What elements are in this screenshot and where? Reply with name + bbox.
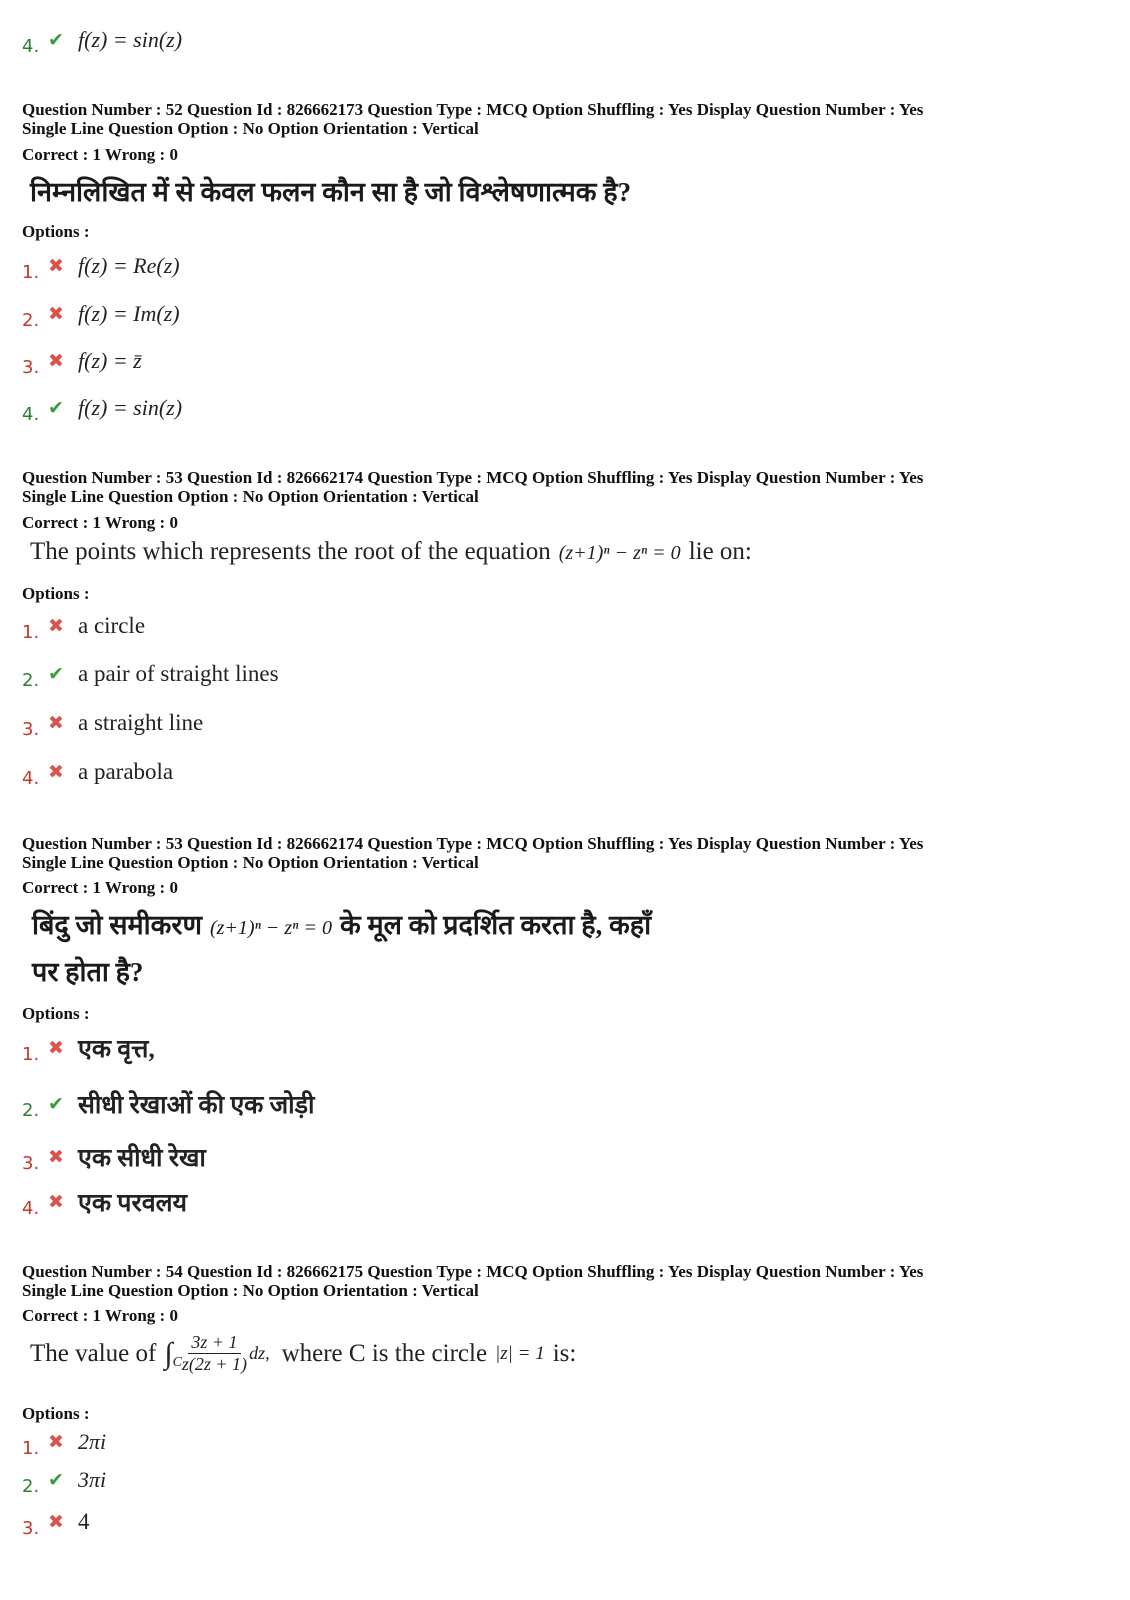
meta-line-1: Question Number : 53 Question Id : 826662174 Question Type : MCQ Option Shuffling : Yes Display Question Number : Yes bbox=[22, 834, 924, 853]
meta-line-1: Question Number : 54 Question Id : 826662175 Question Type : MCQ Option Shuffling : Yes Display Question Number : Yes bbox=[22, 1262, 924, 1281]
meta-line-1: Question Number : 53 Question Id : 826662174 Question Type : MCQ Option Shuffling : Yes Display Question Number : Yes bbox=[22, 468, 924, 487]
meta-line-2: Single Line Question Option : No Option Orientation : Vertical bbox=[22, 119, 479, 138]
option-text: f(z) = sin(z) bbox=[78, 26, 183, 52]
wrong-cross-icon: ✖ bbox=[48, 1145, 64, 1168]
option-row bbox=[22, 1424, 106, 1459]
option-number: 1. bbox=[22, 1438, 40, 1459]
option-row bbox=[22, 608, 145, 643]
option-row bbox=[22, 1184, 187, 1219]
option-text: एक वृत्त, bbox=[78, 1035, 155, 1063]
integral-subscript: C bbox=[172, 1354, 182, 1370]
option-row bbox=[22, 1086, 315, 1121]
score-line: Correct : 1 Wrong : 0 bbox=[22, 513, 178, 532]
option-number: 1. bbox=[22, 622, 40, 643]
option-row bbox=[22, 705, 203, 740]
wrong-cross-icon: ✖ bbox=[48, 349, 64, 372]
wrong-cross-icon: ✖ bbox=[48, 1036, 64, 1059]
fraction bbox=[182, 1332, 247, 1375]
option-number: 2. bbox=[22, 310, 40, 331]
option-row bbox=[22, 1504, 90, 1539]
option-number: 2. bbox=[22, 670, 40, 691]
question-text-line-2: पर होता है? bbox=[32, 957, 144, 987]
question-meta bbox=[22, 468, 923, 506]
meta-line-1: Question Number : 52 Question Id : 826662173 Question Type : MCQ Option Shuffling : Yes Display Question Number : Yes bbox=[22, 100, 924, 119]
question-text-part: बिंदु जो समीकरण bbox=[32, 910, 202, 940]
wrong-cross-icon: ✖ bbox=[48, 711, 64, 734]
option-text: a circle bbox=[78, 612, 146, 638]
option-row bbox=[22, 656, 279, 691]
correct-check-icon: ✔ bbox=[48, 1468, 64, 1491]
option-number: 3. bbox=[22, 357, 40, 378]
option-number: 4. bbox=[22, 768, 40, 789]
option-number: 3. bbox=[22, 719, 40, 740]
question-text-part: The points which represents the root of the equation bbox=[30, 538, 551, 565]
option-text: 4 bbox=[78, 1508, 90, 1534]
integral-expression bbox=[164, 1337, 182, 1371]
question-text-part: The value of bbox=[30, 1339, 157, 1367]
question-text-part: where C is the circle bbox=[281, 1339, 488, 1367]
option-row bbox=[22, 390, 182, 425]
option-number: 2. bbox=[22, 1476, 40, 1497]
option-text: f(z) = z̄ bbox=[78, 347, 142, 373]
option-text: f(z) = Re(z) bbox=[78, 252, 180, 278]
wrong-cross-icon: ✖ bbox=[48, 1510, 64, 1533]
option-row bbox=[22, 22, 182, 57]
correct-check-icon: ✔ bbox=[48, 396, 64, 419]
option-number: 4. bbox=[22, 1198, 40, 1219]
wrong-cross-icon: ✖ bbox=[48, 760, 64, 783]
question-meta bbox=[22, 1262, 923, 1300]
options-label: Options : bbox=[22, 222, 90, 241]
option-number: 1. bbox=[22, 1044, 40, 1065]
option-text: f(z) = Im(z) bbox=[78, 300, 180, 326]
modulus-expression: |z| = 1 bbox=[495, 1342, 545, 1364]
wrong-cross-icon: ✖ bbox=[48, 614, 64, 637]
option-text: a straight line bbox=[78, 709, 204, 735]
option-number: 4. bbox=[22, 36, 40, 57]
wrong-cross-icon: ✖ bbox=[48, 1430, 64, 1453]
option-row bbox=[22, 754, 173, 789]
meta-line-2: Single Line Question Option : No Option Orientation : Vertical bbox=[22, 853, 479, 872]
equation: (z+1)ⁿ − zⁿ = 0 bbox=[209, 917, 332, 939]
meta-line-2: Single Line Question Option : No Option Orientation : Vertical bbox=[22, 487, 479, 506]
option-number: 3. bbox=[22, 1518, 40, 1539]
correct-check-icon: ✔ bbox=[48, 28, 64, 51]
options-label: Options : bbox=[22, 1404, 90, 1423]
option-text: a parabola bbox=[78, 758, 174, 784]
fraction-denominator: z(2z + 1) bbox=[181, 1354, 248, 1374]
option-number: 4. bbox=[22, 404, 40, 425]
meta-line-2: Single Line Question Option : No Option Orientation : Vertical bbox=[22, 1281, 479, 1300]
option-row bbox=[22, 343, 142, 378]
option-number: 2. bbox=[22, 1100, 40, 1121]
option-row bbox=[22, 248, 180, 283]
score-line: Correct : 1 Wrong : 0 bbox=[22, 145, 178, 164]
score-line: Correct : 1 Wrong : 0 bbox=[22, 1306, 178, 1325]
options-label: Options : bbox=[22, 1004, 90, 1023]
option-text: सीधी रेखाओं की एक जोड़ी bbox=[78, 1091, 315, 1119]
question-text: निम्नलिखित में से केवल फलन कौन सा है जो विश्लेषणात्मक है? bbox=[30, 177, 632, 207]
question-text bbox=[30, 538, 752, 566]
option-row bbox=[22, 1139, 206, 1174]
question-meta bbox=[22, 834, 923, 872]
correct-check-icon: ✔ bbox=[48, 662, 64, 685]
option-text: 2πi bbox=[78, 1428, 107, 1454]
option-row bbox=[22, 1030, 155, 1065]
options-label: Options : bbox=[22, 584, 90, 603]
question-text-part: के मूल को प्रदर्शित करता है, कहाँ bbox=[339, 910, 652, 940]
option-text: 3πi bbox=[78, 1466, 107, 1492]
wrong-cross-icon: ✖ bbox=[48, 1190, 64, 1213]
option-number: 1. bbox=[22, 262, 40, 283]
option-text: a pair of straight lines bbox=[78, 660, 279, 686]
differential: dz, bbox=[249, 1343, 270, 1363]
question-text bbox=[32, 905, 651, 942]
equation: (z+1)ⁿ − zⁿ = 0 bbox=[558, 542, 681, 564]
option-number: 3. bbox=[22, 1153, 40, 1174]
question-text bbox=[30, 1332, 576, 1375]
fraction-numerator: 3z + 1 bbox=[188, 1332, 240, 1354]
question-meta bbox=[22, 100, 923, 138]
wrong-cross-icon: ✖ bbox=[48, 302, 64, 325]
score-line: Correct : 1 Wrong : 0 bbox=[22, 878, 178, 897]
option-text: एक सीधी रेखा bbox=[78, 1144, 206, 1172]
option-row bbox=[22, 296, 180, 331]
question-text-part: is: bbox=[552, 1339, 577, 1367]
option-text: एक परवलय bbox=[78, 1189, 188, 1217]
integral-sign: ∫ bbox=[164, 1336, 173, 1370]
option-text: f(z) = sin(z) bbox=[78, 394, 183, 420]
option-row bbox=[22, 1462, 106, 1497]
wrong-cross-icon: ✖ bbox=[48, 254, 64, 277]
question-text-part: lie on: bbox=[688, 538, 752, 565]
correct-check-icon: ✔ bbox=[48, 1092, 64, 1115]
